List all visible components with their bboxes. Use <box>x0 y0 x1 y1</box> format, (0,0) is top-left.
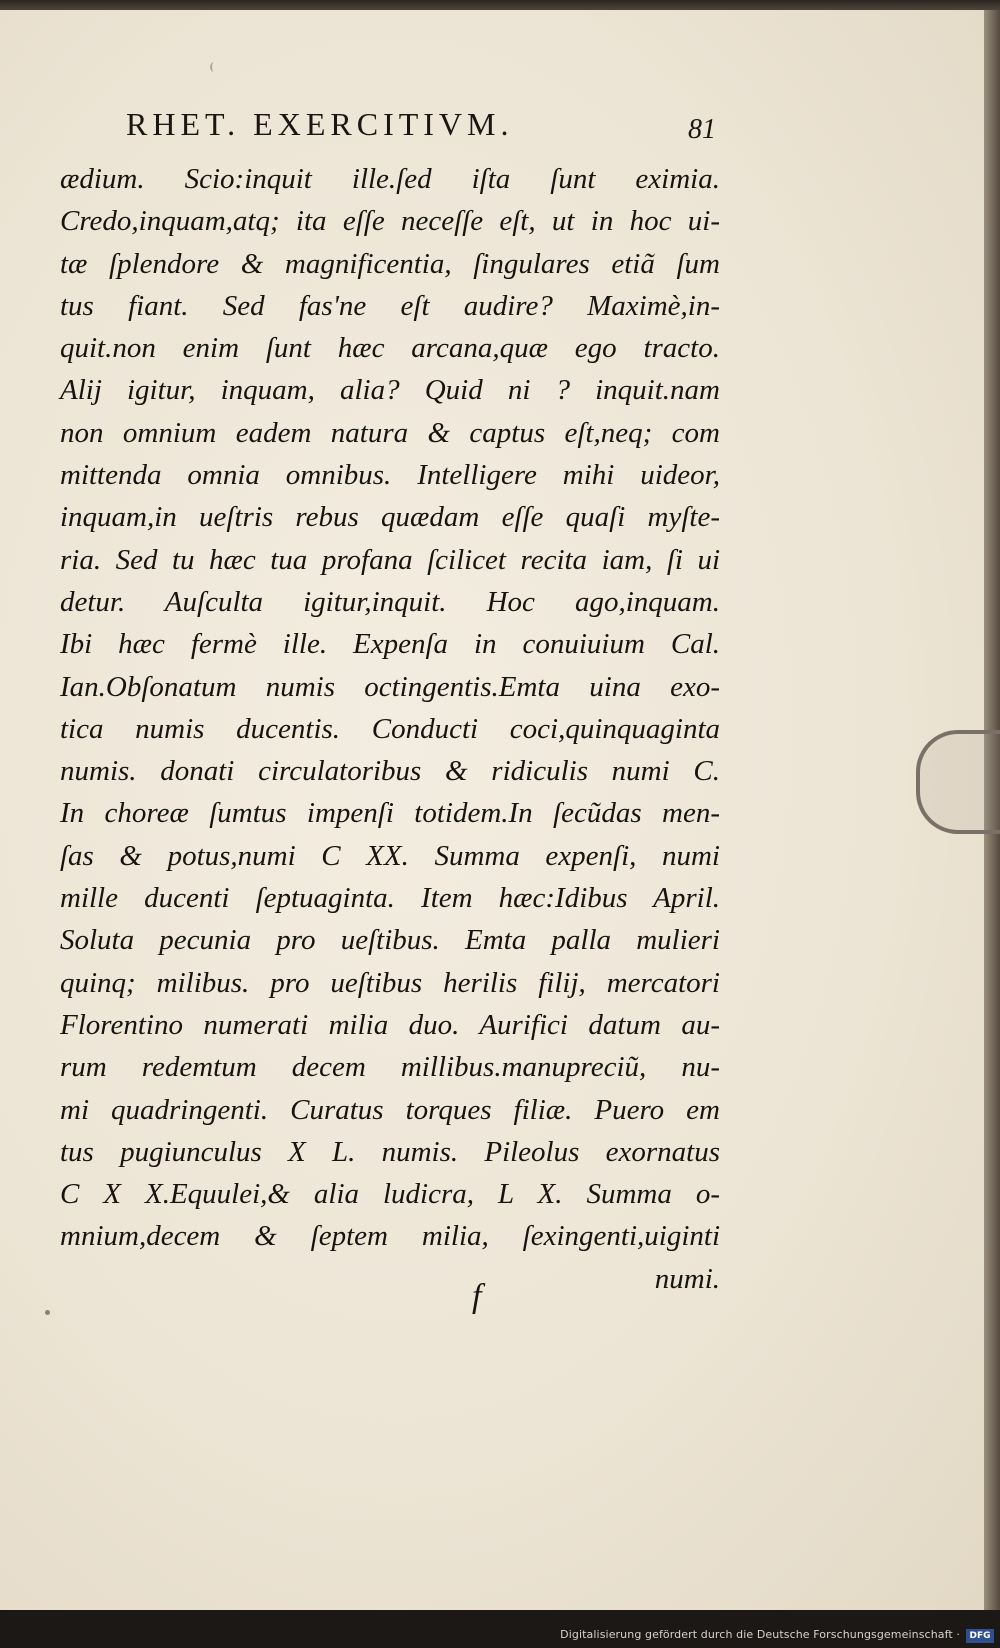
text-line: numis. donati circulatoribus & ridiculis numi C. <box>60 755 720 788</box>
text-line: mi quadringenti. Curatus torques filiæ. Puero em <box>60 1093 720 1126</box>
text-line: Florentino numerati milia duo. Aurifici datum au- <box>60 1008 720 1041</box>
text-line: tica numis ducentis. Conducti coci,quinquaginta <box>60 712 720 745</box>
text-line: ſas & potus,numi C XX. Summa expenſi, numi <box>60 839 720 872</box>
running-head: RHET. EXERCITIVM. <box>126 106 514 142</box>
book-page <box>0 10 991 1610</box>
paper-mark <box>210 62 218 72</box>
text-line: non omnium eadem natura & captus eſt,neq; com <box>60 416 720 449</box>
page-number: 81 <box>688 114 716 145</box>
signature-mark: f <box>472 1278 482 1315</box>
text-line: ædium. Scio:inquit ille.ſed iſta ſunt eximia. <box>60 163 720 195</box>
text-line: C X X.Equulei,& alia ludicra, L X. Summa o- <box>60 1178 720 1211</box>
text-line: tus pugiunculus X L. numis. Pileolus exornatus <box>60 1135 720 1168</box>
funding-credit: Digitalisierung gefördert durch die Deutsche Forschungsgemeinschaft · <box>560 1628 960 1641</box>
text-line: Soluta pecunia pro ueſtibus. Emta palla mulieri <box>60 924 720 957</box>
dfg-logo: DFG <box>966 1629 994 1643</box>
text-line: ria. Sed tu hæc tua profana ſcilicet recita iam, ſi ui <box>60 543 720 576</box>
text-line: quinq; milibus. pro ueſtibus herilis filij, mercatori <box>60 966 720 999</box>
text-line: mille ducenti ſeptuaginta. Item hæc:Idibus April. <box>60 882 720 915</box>
text-line: mnium,decem & ſeptem milia, ſexingenti,uiginti <box>60 1220 720 1253</box>
text-line: tus fiant. Sed fas'ne eſt audire? Maximè,in- <box>60 289 720 322</box>
page-clip <box>916 730 1000 834</box>
text-line: Ibi hæc fermè ille. Expenſa in conuiuium Cal. <box>60 628 720 661</box>
text-line: tæ ſplendore & magnificentia, ſingulares etiã ſum <box>60 247 720 280</box>
text-line: inquam,in ueſtris rebus quædam eſſe quaſi myſte- <box>60 501 720 534</box>
paper-speck <box>45 1310 50 1315</box>
text-line: Alij igitur, inquam, alia? Quid ni ? inquit.nam <box>60 374 720 407</box>
footer-band <box>0 1610 1000 1648</box>
text-line: rum redemtum decem millibus.manupreciũ, nu- <box>60 1051 720 1084</box>
text-line: In choreæ ſumtus impenſi totidem.In ſecũdas men- <box>60 797 720 830</box>
text-line: quit.non enim ſunt hæc arcana,quæ ego tracto. <box>60 332 720 365</box>
text-line: mittenda omnia omnibus. Intelligere mihi uideor, <box>60 459 720 492</box>
text-line: Credo,inquam,atq; ita eſſe neceſſe eſt, ut in hoc ui- <box>60 205 720 238</box>
text-line: numi. <box>654 1262 720 1295</box>
text-line: detur. Auſculta igitur,inquit. Hoc ago,inquam. <box>60 585 720 618</box>
text-line: Ian.Obſonatum numis octingentis.Emta uina exo- <box>60 670 720 703</box>
body-text <box>60 158 720 1300</box>
